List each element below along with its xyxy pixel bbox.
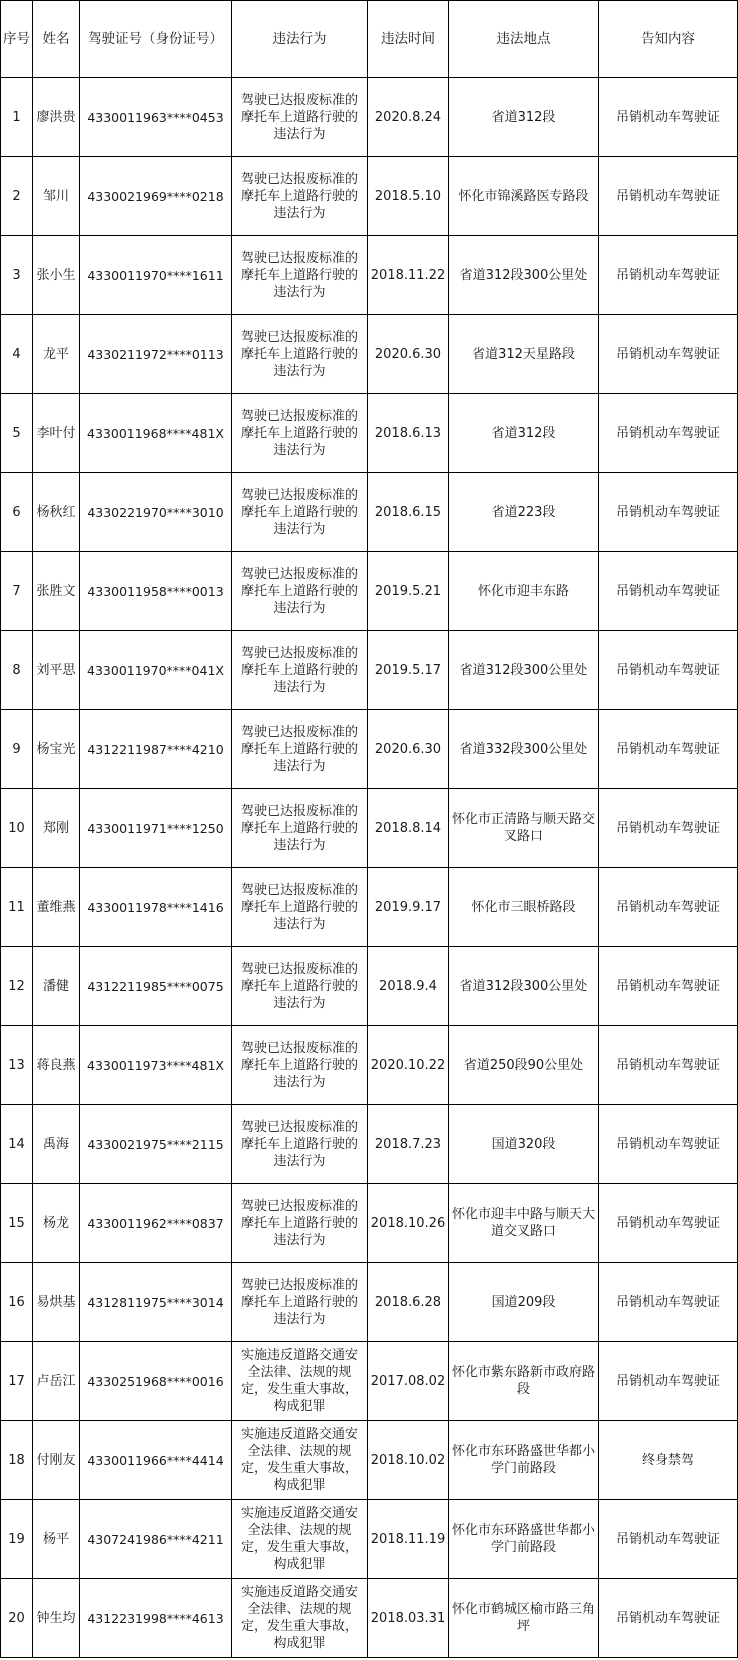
cell-seq: 2: [1, 157, 33, 236]
cell-violation: 驾驶已达报废标准的摩托车上道路行驶的违法行为: [232, 1184, 368, 1263]
cell-notice: 吊销机动车驾驶证: [599, 789, 738, 868]
cell-seq: 5: [1, 394, 33, 473]
cell-name: 张胜文: [33, 552, 80, 631]
cell-license-id: 4330011962****0837: [80, 1184, 232, 1263]
header-license-id: 驾驶证号（身份证号）: [80, 1, 232, 78]
cell-time: 2019.9.17: [368, 868, 449, 947]
table-row: [1, 947, 738, 1026]
table-row: [1, 315, 738, 394]
cell-seq: 1: [1, 78, 33, 157]
cell-name: 杨龙: [33, 1184, 80, 1263]
cell-seq: 4: [1, 315, 33, 394]
cell-violation: 驾驶已达报废标准的摩托车上道路行驶的违法行为: [232, 394, 368, 473]
cell-violation: 驾驶已达报废标准的摩托车上道路行驶的违法行为: [232, 157, 368, 236]
cell-seq: 18: [1, 1421, 33, 1500]
cell-license-id: 4330021975****2115: [80, 1105, 232, 1184]
cell-time: 2018.11.19: [368, 1500, 449, 1579]
cell-notice: 吊销机动车驾驶证: [599, 631, 738, 710]
table-row: [1, 1579, 738, 1658]
cell-violation: 驾驶已达报废标准的摩托车上道路行驶的违法行为: [232, 631, 368, 710]
cell-license-id: 4330251968****0016: [80, 1342, 232, 1421]
table-row: [1, 789, 738, 868]
cell-violation: 驾驶已达报废标准的摩托车上道路行驶的违法行为: [232, 78, 368, 157]
cell-notice: 吊销机动车驾驶证: [599, 1500, 738, 1579]
cell-notice: 吊销机动车驾驶证: [599, 1342, 738, 1421]
cell-license-id: 4330011970****1611: [80, 236, 232, 315]
cell-violation: 驾驶已达报废标准的摩托车上道路行驶的违法行为: [232, 710, 368, 789]
cell-time: 2017.08.02: [368, 1342, 449, 1421]
cell-time: 2020.8.24: [368, 78, 449, 157]
cell-place: 省道312段300公里处: [449, 631, 599, 710]
cell-violation: 驾驶已达报废标准的摩托车上道路行驶的违法行为: [232, 315, 368, 394]
cell-notice: 吊销机动车驾驶证: [599, 78, 738, 157]
cell-time: 2018.10.02: [368, 1421, 449, 1500]
cell-place: 省道312段300公里处: [449, 947, 599, 1026]
cell-license-id: 4330011973****481X: [80, 1026, 232, 1105]
cell-seq: 3: [1, 236, 33, 315]
cell-violation: 实施违反道路交通安全法律、法规的规定，发生重大事故，构成犯罪: [232, 1579, 368, 1658]
table-row: [1, 1105, 738, 1184]
cell-place: 怀化市迎丰中路与顺天大道交叉路口: [449, 1184, 599, 1263]
cell-violation: 驾驶已达报废标准的摩托车上道路行驶的违法行为: [232, 1026, 368, 1105]
cell-place: 国道209段: [449, 1263, 599, 1342]
header-seq: 序号: [1, 1, 33, 78]
cell-name: 廖洪贵: [33, 78, 80, 157]
cell-name: 郑刚: [33, 789, 80, 868]
cell-time: 2018.6.15: [368, 473, 449, 552]
cell-place: 省道312段: [449, 78, 599, 157]
cell-time: 2018.6.13: [368, 394, 449, 473]
cell-name: 杨宝光: [33, 710, 80, 789]
cell-seq: 15: [1, 1184, 33, 1263]
cell-place: 怀化市东环路盛世华都小学门前路段: [449, 1421, 599, 1500]
table-row: [1, 631, 738, 710]
cell-notice: 吊销机动车驾驶证: [599, 1184, 738, 1263]
cell-place: 省道312天星路段: [449, 315, 599, 394]
cell-place: 省道250段90公里处: [449, 1026, 599, 1105]
cell-notice: 吊销机动车驾驶证: [599, 157, 738, 236]
cell-time: 2018.11.22: [368, 236, 449, 315]
cell-notice: 吊销机动车驾驶证: [599, 1579, 738, 1658]
cell-time: 2020.10.22: [368, 1026, 449, 1105]
cell-place: 怀化市东环路盛世华都小学门前路段: [449, 1500, 599, 1579]
cell-license-id: 4330221970****3010: [80, 473, 232, 552]
table-row: [1, 78, 738, 157]
table-row: [1, 157, 738, 236]
cell-seq: 7: [1, 552, 33, 631]
cell-name: 蒋良燕: [33, 1026, 80, 1105]
cell-violation: 实施违反道路交通安全法律、法规的规定，发生重大事故，构成犯罪: [232, 1500, 368, 1579]
table-body: [1, 78, 738, 1658]
cell-license-id: 4330011966****4414: [80, 1421, 232, 1500]
cell-time: 2020.6.30: [368, 315, 449, 394]
cell-place: 怀化市正清路与顺天路交叉路口: [449, 789, 599, 868]
cell-place: 省道312段300公里处: [449, 236, 599, 315]
cell-place: 怀化市迎丰东路: [449, 552, 599, 631]
cell-violation: 驾驶已达报废标准的摩托车上道路行驶的违法行为: [232, 789, 368, 868]
table-row: [1, 710, 738, 789]
cell-notice: 吊销机动车驾驶证: [599, 1263, 738, 1342]
cell-name: 刘平思: [33, 631, 80, 710]
cell-license-id: 4330011971****1250: [80, 789, 232, 868]
cell-license-id: 4330011963****0453: [80, 78, 232, 157]
cell-time: 2018.5.10: [368, 157, 449, 236]
cell-name: 潘健: [33, 947, 80, 1026]
cell-place: 怀化市紫东路新市政府路段: [449, 1342, 599, 1421]
cell-seq: 12: [1, 947, 33, 1026]
cell-place: 怀化市锦溪路医专路段: [449, 157, 599, 236]
cell-notice: 吊销机动车驾驶证: [599, 1026, 738, 1105]
cell-license-id: 4330211972****0113: [80, 315, 232, 394]
table-header-row: [1, 1, 738, 78]
cell-name: 董维燕: [33, 868, 80, 947]
cell-time: 2018.6.28: [368, 1263, 449, 1342]
cell-seq: 16: [1, 1263, 33, 1342]
header-notice: 告知内容: [599, 1, 738, 78]
cell-place: 省道312段: [449, 394, 599, 473]
cell-place: 省道223段: [449, 473, 599, 552]
cell-seq: 6: [1, 473, 33, 552]
cell-notice: 吊销机动车驾驶证: [599, 868, 738, 947]
cell-notice: 吊销机动车驾驶证: [599, 315, 738, 394]
cell-license-id: 4312811975****3014: [80, 1263, 232, 1342]
table-row: [1, 473, 738, 552]
cell-place: 省道332段300公里处: [449, 710, 599, 789]
cell-time: 2018.9.4: [368, 947, 449, 1026]
cell-notice: 吊销机动车驾驶证: [599, 947, 738, 1026]
cell-notice: 吊销机动车驾驶证: [599, 236, 738, 315]
cell-seq: 20: [1, 1579, 33, 1658]
cell-violation: 驾驶已达报废标准的摩托车上道路行驶的违法行为: [232, 1263, 368, 1342]
table-row: [1, 1026, 738, 1105]
cell-seq: 13: [1, 1026, 33, 1105]
cell-notice: 吊销机动车驾驶证: [599, 394, 738, 473]
header-violation: 违法行为: [232, 1, 368, 78]
cell-place: 国道320段: [449, 1105, 599, 1184]
cell-notice: 吊销机动车驾驶证: [599, 1105, 738, 1184]
cell-notice: 吊销机动车驾驶证: [599, 552, 738, 631]
cell-violation: 驾驶已达报废标准的摩托车上道路行驶的违法行为: [232, 473, 368, 552]
cell-violation: 驾驶已达报废标准的摩托车上道路行驶的违法行为: [232, 552, 368, 631]
cell-seq: 19: [1, 1500, 33, 1579]
table-row: [1, 394, 738, 473]
table-row: [1, 552, 738, 631]
cell-name: 易烘基: [33, 1263, 80, 1342]
cell-license-id: 4330011968****481X: [80, 394, 232, 473]
cell-seq: 17: [1, 1342, 33, 1421]
cell-notice: 终身禁驾: [599, 1421, 738, 1500]
cell-name: 李叶付: [33, 394, 80, 473]
table-row: [1, 868, 738, 947]
cell-name: 杨秋红: [33, 473, 80, 552]
header-place: 违法地点: [449, 1, 599, 78]
cell-license-id: 4330011958****0013: [80, 552, 232, 631]
table-row: [1, 1500, 738, 1579]
cell-name: 张小生: [33, 236, 80, 315]
cell-place: 怀化市三眼桥路段: [449, 868, 599, 947]
cell-seq: 14: [1, 1105, 33, 1184]
cell-seq: 10: [1, 789, 33, 868]
table-row: [1, 1421, 738, 1500]
cell-violation: 驾驶已达报废标准的摩托车上道路行驶的违法行为: [232, 236, 368, 315]
cell-time: 2018.10.26: [368, 1184, 449, 1263]
cell-time: 2019.5.17: [368, 631, 449, 710]
cell-notice: 吊销机动车驾驶证: [599, 473, 738, 552]
cell-license-id: 4307241986****4211: [80, 1500, 232, 1579]
cell-license-id: 4312231998****4613: [80, 1579, 232, 1658]
cell-license-id: 4312211987****4210: [80, 710, 232, 789]
cell-seq: 11: [1, 868, 33, 947]
table-row: [1, 1342, 738, 1421]
cell-violation: 实施违反道路交通安全法律、法规的规定，发生重大事故，构成犯罪: [232, 1421, 368, 1500]
table-row: [1, 1263, 738, 1342]
cell-license-id: 4330011970****041X: [80, 631, 232, 710]
cell-time: 2020.6.30: [368, 710, 449, 789]
cell-violation: 驾驶已达报废标准的摩托车上道路行驶的违法行为: [232, 947, 368, 1026]
header-time: 违法时间: [368, 1, 449, 78]
cell-time: 2018.8.14: [368, 789, 449, 868]
cell-time: 2018.03.31: [368, 1579, 449, 1658]
cell-notice: 吊销机动车驾驶证: [599, 710, 738, 789]
table-row: [1, 1184, 738, 1263]
cell-time: 2019.5.21: [368, 552, 449, 631]
table-row: [1, 236, 738, 315]
cell-seq: 8: [1, 631, 33, 710]
cell-time: 2018.7.23: [368, 1105, 449, 1184]
cell-license-id: 4330021969****0218: [80, 157, 232, 236]
cell-seq: 9: [1, 710, 33, 789]
cell-name: 付刚友: [33, 1421, 80, 1500]
cell-name: 钟生均: [33, 1579, 80, 1658]
cell-violation: 驾驶已达报废标准的摩托车上道路行驶的违法行为: [232, 1105, 368, 1184]
cell-name: 龙平: [33, 315, 80, 394]
cell-license-id: 4312211985****0075: [80, 947, 232, 1026]
header-name: 姓名: [33, 1, 80, 78]
cell-license-id: 4330011978****1416: [80, 868, 232, 947]
cell-violation: 驾驶已达报废标准的摩托车上道路行驶的违法行为: [232, 868, 368, 947]
cell-name: 杨平: [33, 1500, 80, 1579]
cell-name: 卢岳江: [33, 1342, 80, 1421]
cell-violation: 实施违反道路交通安全法律、法规的规定，发生重大事故，构成犯罪: [232, 1342, 368, 1421]
cell-name: 禹海: [33, 1105, 80, 1184]
cell-name: 邹川: [33, 157, 80, 236]
cell-place: 怀化市鹤城区榆市路三角坪: [449, 1579, 599, 1658]
